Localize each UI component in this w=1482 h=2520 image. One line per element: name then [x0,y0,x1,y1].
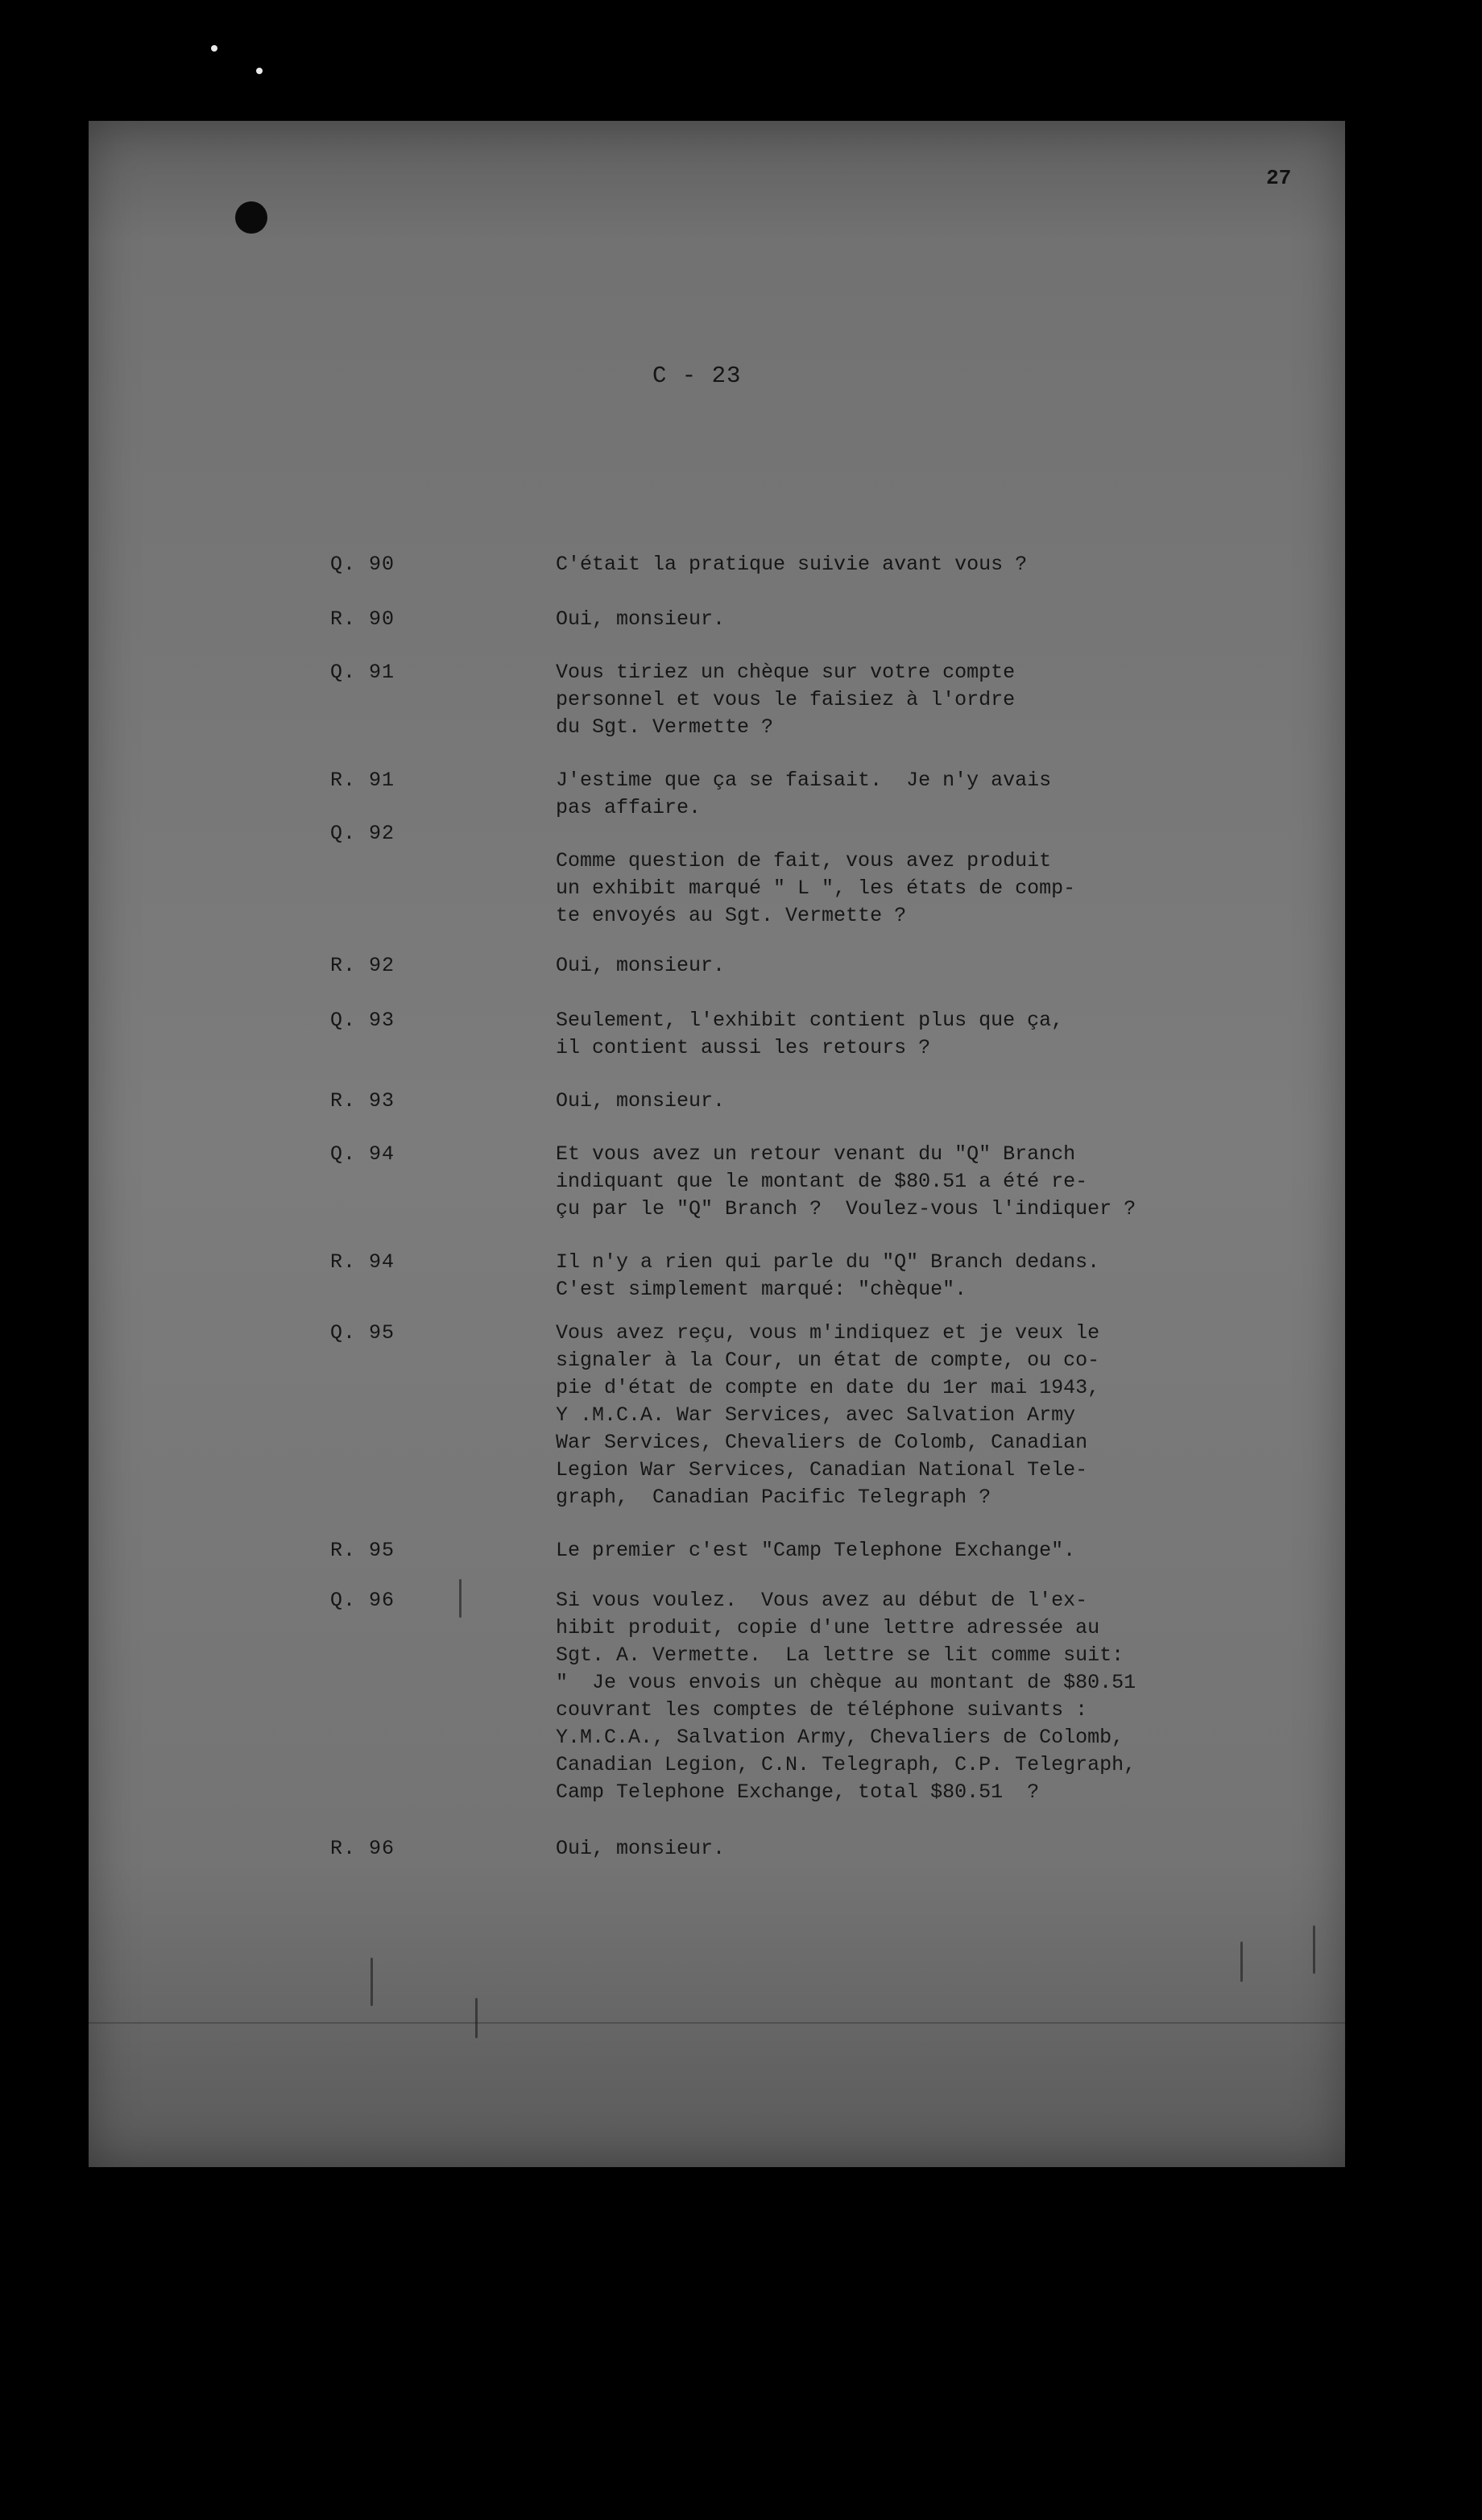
document-page [89,121,1345,2167]
entry-label: Q. 96 [330,1589,395,1612]
entry-text: Et vous avez un retour venant du "Q" Branch indiquant que le montant de $80.51 a été re- çu par le "Q" Branch ? Voulez-vous l'indiquer ? [556,1142,1136,1221]
entry-label: Q. 91 [330,661,395,684]
film-scratch [459,1579,462,1618]
entry-label: R. 93 [330,1089,395,1113]
entry-label: R. 92 [330,954,395,977]
entry-text: Oui, monsieur. [556,1837,726,1860]
qa-entry [330,1007,1297,1062]
entry-label: Q. 92 [330,822,395,845]
entry-text: Seulement, l'exhibit contient plus que ça, il contient aussi les retours ? [556,1009,1064,1059]
qa-entry [330,952,1297,980]
entry-label: R. 94 [330,1250,395,1274]
entry-label: Q. 94 [330,1142,395,1166]
entry-text: C'était la pratique suivie avant vous ? [556,553,1028,576]
film-speck [211,45,217,52]
qa-entry [330,820,1297,930]
film-scratch [1313,1925,1315,1974]
entry-label: Q. 93 [330,1009,395,1032]
qa-entry [330,551,1297,578]
qa-entry [330,606,1297,633]
film-scratch [370,1958,373,2006]
qa-entry [330,1141,1297,1223]
section-code: C - 23 [652,363,742,389]
qa-entry [330,1835,1297,1863]
film-speck [256,68,263,74]
qa-entry [330,1249,1297,1304]
qa-entry [330,1320,1297,1511]
film-scratch [1240,1942,1243,1982]
film-scratch [475,1998,478,2038]
page-number: 27 [1266,166,1292,190]
entry-text: Vous avez reçu, vous m'indiquez et je veux le signaler à la Cour, un état de compte, ou co- pie d'état de compte en date du 1er mai 1943, Y .M.C.A. War Services, avec Salvation Army War Services, Chevaliers de Colomb, Canadian Legion War Services, Canadian National Tele- graph, Canadian Pacific Telegraph ? [556,1321,1100,1509]
qa-entry [330,767,1297,822]
entry-text: Comme question de fait, vous avez produit un exhibit marqué " L ", les états de comp- te envoyés au Sgt. Vermette ? [556,849,1076,927]
entry-text: Oui, monsieur. [556,1089,726,1113]
entry-text: J'estime que ça se faisait. Je n'y avais pas affaire. [556,769,1052,819]
entry-label: R. 90 [330,607,395,631]
entry-label: Q. 90 [330,553,395,576]
qa-entry [330,659,1297,741]
entry-text: Oui, monsieur. [556,954,726,977]
qa-entry [330,1537,1297,1565]
entry-label: Q. 95 [330,1321,395,1345]
entry-text: Il n'y a rien qui parle du "Q" Branch dedans. C'est simplement marqué: "chèque". [556,1250,1100,1301]
entry-label: R. 91 [330,769,395,792]
qa-entry [330,1587,1297,1806]
entry-label: R. 96 [330,1837,395,1860]
qa-entry [330,1088,1297,1115]
entry-text: Vous tiriez un chèque sur votre compte personnel et vous le faisiez à l'ordre du Sgt. Vermette ? [556,661,1016,739]
entry-text: Oui, monsieur. [556,607,726,631]
punch-hole [235,201,267,234]
paper-fold-line [89,2022,1345,2024]
entry-text: Si vous voulez. Vous avez au début de l'ex- hibit produit, copie d'une lettre adressée au Sgt. A. Vermette. La lettre se lit comme suit: " Je vous envois un chèque au montant de $80.51 couvrant les comptes de téléphone suivants : Y.M.C.A., Salvation Army, Chevaliers de Colomb, Canadian Legion, C.N. Telegraph, C.P. Telegraph, Camp Telephone Exchange, total $80.51 ? [556,1589,1136,1804]
entry-label: R. 95 [330,1539,395,1562]
entry-text: Le premier c'est "Camp Telephone Exchange". [556,1539,1076,1562]
